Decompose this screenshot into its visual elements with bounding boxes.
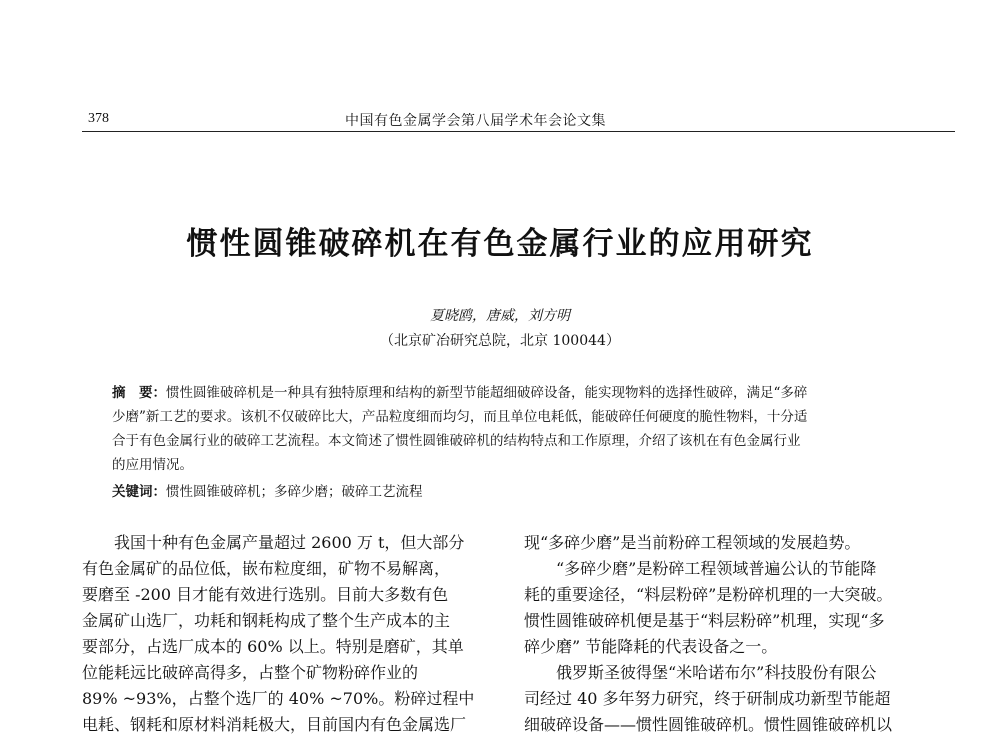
body-line: 俄罗斯圣彼得堡“米哈诺布尔”科技股份有限公 bbox=[524, 663, 877, 682]
body-line: 现“多碎少磨”是当前粉碎工程领域的发展趋势。 bbox=[524, 533, 861, 552]
keywords-text: 惯性圆锥破碎机；多碎少磨；破碎工艺流程 bbox=[166, 484, 423, 500]
body-line: 电耗、钢耗和原材料消耗极大，目前国内有色金属选厂 bbox=[82, 715, 467, 734]
abstract-line: 的应用情况。 bbox=[112, 457, 193, 473]
abstract-text: 惯性圆锥破碎机是一种具有独特原理和结构的新型节能超细破碎设备，能实现物料的选择性破碎，满足“多碎 bbox=[166, 385, 808, 401]
abstract-label: 摘 要： bbox=[112, 385, 166, 401]
body-line: 耗的重要途径，“料层粉碎”是粉碎机理的一大突破。 bbox=[524, 585, 893, 604]
body-line: 金属矿山选厂，功耗和钢耗构成了整个生产成本的主 bbox=[82, 611, 451, 630]
running-title: 中国有色金属学会第八届学术年会论文集 bbox=[345, 113, 606, 129]
keywords-label: 关键词： bbox=[112, 484, 166, 500]
body-line: 司经过 40 多年努力研究，终于研制成功新型节能超 bbox=[524, 689, 891, 708]
abstract-line bbox=[112, 381, 912, 405]
keywords bbox=[112, 480, 423, 500]
page-number: 378 bbox=[88, 111, 109, 126]
body-line: “多碎少磨”是粉碎工程领域普遍公认的节能降 bbox=[524, 559, 877, 578]
abstract-line: 合于有色金属行业的破碎工艺流程。本文简述了惯性圆锥破碎机的结构特点和工作原理，介绍了该机在有色金属行业 bbox=[112, 433, 801, 449]
body-line: 要磨至 -200 目才能有效进行选别。目前大多数有色 bbox=[82, 585, 449, 604]
affiliation: （北京矿冶研究总院，北京 100044） bbox=[380, 333, 620, 349]
authors: 夏晓鸥，唐威，刘方明 bbox=[430, 308, 570, 324]
body-column-left bbox=[82, 530, 492, 738]
paper-title: 惯性圆锥破碎机在有色金属行业的应用研究 bbox=[186, 226, 814, 262]
body-line: 细破碎设备——惯性圆锥破碎机。惯性圆锥破碎机以 bbox=[524, 715, 893, 734]
abstract bbox=[112, 381, 912, 477]
body-line: 有色金属矿的品位低，嵌布粒度细，矿物不易解离， bbox=[82, 559, 451, 578]
body-line: 惯性圆锥破碎机便是基于“料层粉碎”机理，实现“多 bbox=[524, 611, 885, 630]
body-line: 89% ~93%，占整个选厂的 40% ~70%。粉碎过程中 bbox=[82, 689, 475, 708]
body-line: 我国十种有色金属产量超过 2600 万 t，但大部分 bbox=[82, 533, 465, 552]
body-line: 碎少磨” 节能降耗的代表设备之一。 bbox=[524, 637, 778, 656]
body-line: 要部分，占选厂成本的 60% 以上。特别是磨矿，其单 bbox=[82, 637, 464, 656]
body-column-right bbox=[524, 530, 934, 738]
abstract-line: 少磨”新工艺的要求。该机不仅破碎比大，产品粒度细而均匀，而且单位电耗低，能破碎任何硬度的脆性物料，十分适 bbox=[112, 409, 808, 425]
body-line: 位能耗远比破碎高得多，占整个矿物粉碎作业的 bbox=[82, 663, 419, 682]
header-rule bbox=[82, 131, 955, 132]
